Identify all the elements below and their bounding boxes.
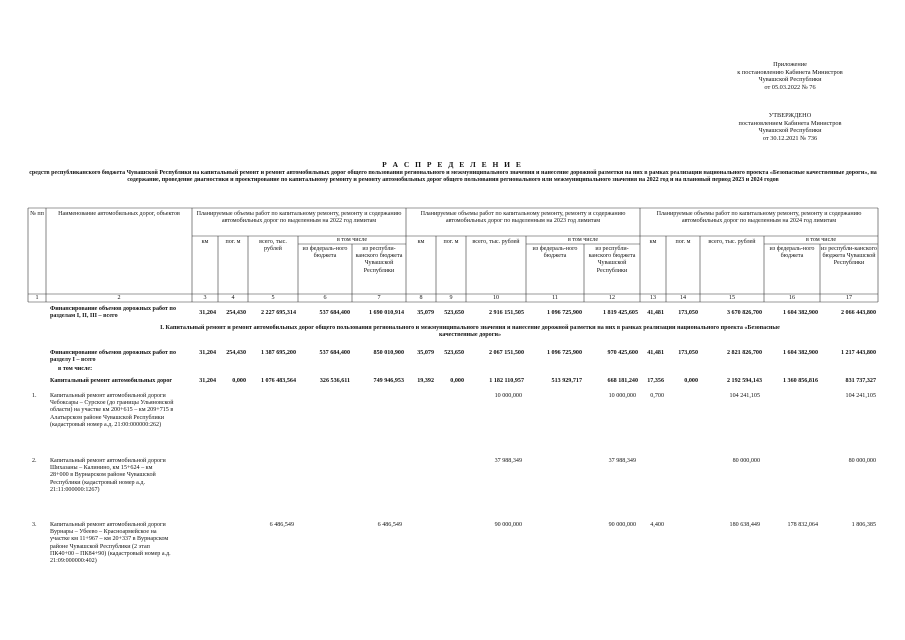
header-incl: в том числе: [567, 237, 599, 243]
value-cell: 1 076 483,564: [260, 378, 296, 384]
item-2024-rep: 104 241,105: [845, 393, 876, 399]
item-label: Капитальный ремонт автомобильной дороги Шихазаны – Калинино, км 15+624 – км 28+000 в Вурнарском районе Чувашской Республики (кадастровый номер а.д. 21:11:000000:1267): [50, 458, 166, 493]
value-cell: 537 684,400: [319, 350, 350, 356]
value-cell: 2 067 151,500: [488, 350, 524, 356]
item-2022-total: 6 486,549: [269, 522, 294, 528]
item-2024-total: 104 241,105: [729, 393, 760, 399]
column-number: 4: [231, 295, 235, 301]
value-cell: 35,079: [417, 350, 434, 356]
item-2024-total: 80 000,000: [732, 458, 760, 464]
header-2024: Планируемые объемы работ по капитальному ремонту, ремонту и содержанию автомобильных дорог по выделенным на 2024 год лимитам: [656, 211, 862, 225]
header-rep: из республи-канского бюджета Чувашской Республики: [355, 246, 403, 274]
item-2024-rep: 1 806,385: [851, 522, 876, 528]
header-km: км: [417, 239, 425, 245]
approved-line: от 30.12.2021 № 736: [762, 134, 818, 142]
column-number: 11: [552, 295, 558, 301]
item-2024-total: 180 638,449: [729, 522, 760, 528]
column-number: 8: [419, 295, 423, 301]
column-number: 17: [845, 295, 853, 301]
column-number: 5: [271, 295, 275, 301]
row-label-cap-repair: Капитальный ремонт автомобильных дорог: [50, 378, 173, 384]
value-cell: 1 217 443,800: [840, 350, 876, 356]
item-2023-total: 37 988,349: [494, 458, 522, 464]
header-rep: из республи-канского бюджета Чувашской Республики: [821, 246, 877, 267]
value-cell: 326 536,611: [319, 378, 350, 384]
value-cell: 3 670 826,700: [726, 310, 762, 316]
value-cell: 1 096 725,900: [546, 350, 582, 356]
item-2022-rep: 6 486,549: [377, 522, 402, 528]
value-cell: 668 181,240: [607, 378, 638, 384]
column-number: 10: [492, 295, 500, 301]
value-cell: 17,356: [647, 378, 664, 384]
value-cell: 31,204: [199, 310, 216, 316]
header-fed: из федераль-ного бюджета: [302, 246, 348, 260]
column-number: 1: [35, 295, 39, 301]
column-number: 6: [323, 295, 327, 301]
header-pm: пог. м: [675, 239, 691, 245]
item-number: 3.: [32, 522, 37, 528]
value-cell: 41,481: [647, 310, 664, 316]
header-total: всего, тыс. рублей: [472, 239, 520, 245]
value-cell: 2 916 151,505: [488, 310, 524, 316]
value-cell: 1 690 010,914: [368, 310, 404, 316]
item-number: 2.: [32, 458, 37, 464]
approved-line: постановлением Кабинета Министров: [738, 119, 842, 127]
header-incl: в том числе: [336, 237, 368, 243]
column-number: 9: [449, 295, 453, 301]
value-cell: 35,079: [417, 310, 434, 316]
column-number: 3: [203, 295, 207, 301]
value-cell: 537 684,400: [319, 310, 350, 316]
value-cell: 749 946,953: [373, 378, 404, 384]
row-label-incl: в том числе:: [58, 366, 93, 372]
approved-line: УТВЕРЖДЕНО: [768, 112, 812, 119]
header-fed: из федераль-ного бюджета: [769, 246, 815, 260]
header-km: км: [649, 239, 657, 245]
value-cell: 254,430: [226, 310, 246, 316]
item-number: 1.: [32, 393, 37, 399]
header-name: Наименование автомобильных дорог, объектов: [58, 211, 180, 217]
column-number: 14: [679, 295, 687, 301]
item-label: Капитальный ремонт автомобильной дороги Чебоксары – Сурское (до границы Ульяновской области) на участке км 200+615 – км 209+715 в Алатырском районе Чувашской Республики (кадастровый номер а.д. 21:00:000000:262): [50, 393, 174, 428]
appendix-line: Чувашской Республики: [758, 76, 822, 84]
item-2024-rep: 80 000,000: [848, 458, 876, 464]
appendix-line: Приложение: [773, 61, 807, 68]
item-2023-rep: 90 000,000: [608, 522, 636, 528]
value-cell: 1 182 110,957: [489, 378, 524, 384]
value-cell: 1 360 856,816: [782, 378, 818, 384]
column-number: 15: [728, 295, 736, 301]
column-number: 13: [649, 295, 657, 301]
value-cell: 2 227 695,314: [260, 310, 296, 316]
appendix-line: к постановлению Кабинета Министров: [737, 68, 843, 76]
value-cell: 173,050: [678, 350, 698, 356]
item-2024-km: 4,400: [650, 522, 664, 528]
item-label: Капитальный ремонт автомобильной дороги Вурнары – Убеево – Красноармейское на участке км 11+967 – км 20+337 в Вурнарском районе Чувашской Республики (2 этап ПК40+00 – ПК84+90) (кадастровый номер а.д. 21:09:000000:402): [50, 522, 171, 565]
value-cell: 523,650: [444, 310, 464, 316]
header-pm: пог. м: [225, 239, 241, 245]
value-cell: 1 604 382,900: [782, 310, 818, 316]
value-cell: 254,430: [226, 350, 246, 356]
item-2023-total: 90 000,000: [494, 522, 522, 528]
row-label-fin-total: Финансирование объемов дорожных работ по разделам I, II, III – всего: [50, 306, 176, 320]
value-cell: 41,481: [647, 350, 664, 356]
section-heading: I. Капитальный ремонт и ремонт автомобильных дорог общего пользования регионального и межмуниципального значения и нанесение дорожной разметки на них в рамках реализации национального проекта «Безопасные качественные дороги»: [160, 325, 780, 339]
header-2022: Планируемые объемы работ по капитальному ремонту, ремонту и содержанию автомобильных дорог по выделенным на 2022 год лимитам: [196, 211, 402, 225]
header-2023: Планируемые объемы работ по капитальному ремонту, ремонту и содержанию автомобильных дорог по выделенным на 2023 год лимитам: [420, 211, 626, 225]
value-cell: 31,204: [199, 378, 216, 384]
item-2023-rep: 37 988,349: [608, 458, 636, 464]
value-cell: 173,050: [678, 310, 698, 316]
value-cell: 1 096 725,900: [546, 310, 582, 316]
appendix-line: от 05.03.2022 № 76: [764, 83, 816, 91]
value-cell: 2 821 826,700: [726, 350, 762, 356]
value-cell: 850 010,900: [373, 350, 404, 356]
header-fed: из федераль-ного бюджета: [532, 246, 578, 260]
column-number: 7: [377, 295, 381, 301]
value-cell: 0,000: [450, 378, 464, 384]
header-incl: в том числе: [805, 237, 837, 243]
value-cell: 970 425,600: [607, 350, 638, 356]
header-pm: пог. м: [443, 239, 459, 245]
value-cell: 1 819 425,605: [602, 310, 638, 316]
value-cell: 0,000: [232, 378, 246, 384]
column-number: 2: [117, 295, 121, 301]
value-cell: 2 066 443,800: [840, 310, 876, 316]
item-2024-km: 0,700: [650, 393, 664, 399]
value-cell: 1 604 382,900: [782, 350, 818, 356]
value-cell: 31,204: [199, 350, 216, 356]
document-title: Р А С П Р Е Д Е Л Е Н И Е: [382, 160, 523, 169]
header-total: всего, тыс. рублей: [708, 239, 756, 245]
row-label-fin-sec1: Финансирование объемов дорожных работ по разделу I – всего: [50, 350, 176, 364]
item-2023-rep: 10 000,000: [608, 393, 636, 399]
header-total: всего, тыс. рублей: [259, 239, 287, 253]
value-cell: 1 387 695,200: [260, 350, 296, 356]
item-2023-total: 10 000,000: [494, 393, 522, 399]
column-number: 16: [788, 295, 796, 301]
header-no: № пп: [30, 211, 44, 217]
header-rep: из республи-канского бюджета Чувашской Республики: [588, 246, 636, 274]
header-km: км: [201, 239, 209, 245]
value-cell: 523,650: [444, 350, 464, 356]
approved-line: Чувашской Республики: [758, 127, 822, 135]
value-cell: 513 929,717: [551, 378, 582, 384]
column-number: 12: [608, 295, 616, 301]
document-subtitle: средств республиканского бюджета Чувашской Республики на капитальный ремонт и ремонт автомобильных дорог общего пользования регионального и межмуниципального значения и нанесение дорожной разметки на них в рамках реализации национального проекта «Безопасные качественные дороги», на содержание, проведение диагностики и проектирование по капитальному ремонту и ремонту автомобильных дорог общего пользования регионального или межмуниципального значения на 2022 год и на плановый период 2023 и 2024 годов: [29, 170, 877, 184]
value-cell: 2 192 594,143: [726, 378, 762, 384]
value-cell: 0,000: [684, 378, 698, 384]
value-cell: 19,392: [417, 378, 434, 384]
item-2024-fed: 178 832,064: [787, 522, 818, 528]
value-cell: 831 737,327: [845, 378, 876, 384]
